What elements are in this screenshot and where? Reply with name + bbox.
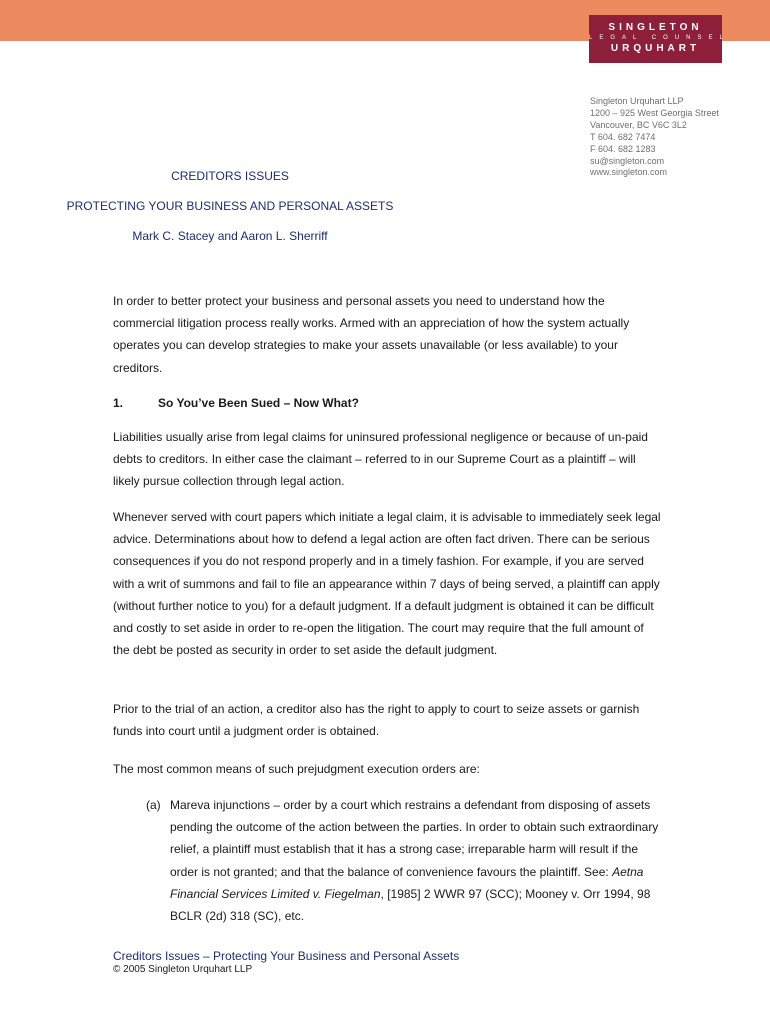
case-citation: Aetna Financial Services Limited v. Fiegelman (170, 864, 644, 901)
logo-line-1: SINGLETON (608, 22, 703, 33)
list-text-before: Mareva injunctions – order by a court which restrains a defendant from disposing of assets pending the outcome of the action between the parties. In order to obtain such extraordinary relief, a plaintiff must establish that it has a strong case; irreparable harm will result if the order is not granted; and that the balance of convenience favours the plaintiff. See: (170, 798, 659, 879)
logo-line-2: LEGAL COUNSEL (589, 35, 730, 41)
address-email: su@singleton.com (590, 155, 665, 166)
section-1-paragraph-1 (113, 426, 663, 493)
list-item-a (146, 794, 666, 927)
section-1-title: So You’ve Been Sued – Now What? (158, 396, 359, 410)
section-1-heading (113, 396, 359, 410)
footer-title: Creditors Issues – Protecting Your Business and Personal Assets (113, 949, 460, 963)
list-marker: (a) (146, 798, 161, 812)
document-title: CREDITORS ISSUES (171, 169, 289, 183)
address-city: Vancouver, BC V6C 3L2 (590, 119, 687, 130)
address-website: www.singleton.com (590, 167, 668, 178)
list-text-after: , [1985] 2 WWR 97 (SCC); Mooney v. Orr 1994, 98 BCLR (2d) 318 (SC), etc. (170, 886, 651, 924)
intro-paragraph (113, 290, 663, 379)
paragraph-text: Whenever served with court papers which initiate a legal claim, it is advisable to immediately seek legal advice. Determinations about how to defend a legal action are often fact driven. There can be serious consequences if you do not respond properly and in a timely fashion. For example, if you are served with a writ of summons and fail to file an appearance within 7 days of being served, a plaintiff can apply (without further notice to you) for a default judgment. If a default judgment is obtained it can be difficult and costly to set aside in order to re-open the litigation. The court may require that the full amount of the debt be posted as security in order to set aside the default judgment. (113, 510, 661, 658)
intro-text: In order to better protect your business and personal assets you need to understand how the commercial litigation process really works. Armed with an appreciation of how the system actually operates you can develop strategies to make your assets unavailable (or less available) to your creditors. (113, 294, 630, 375)
footer-copyright: © 2005 Singleton Urquhart LLP (113, 964, 253, 975)
paragraph-text: Prior to the trial of an action, a creditor also has the right to apply to court to seize assets or garnish funds into court until a judgment order is obtained. (113, 702, 640, 739)
address-firm-name: Singleton Urquhart LLP (590, 96, 684, 106)
address-telephone: T 604. 682 7474 (590, 131, 656, 142)
address-street: 1200 – 925 West Georgia Street (590, 107, 719, 118)
section-1-paragraph-4 (113, 758, 663, 780)
section-1-paragraph-2 (113, 506, 663, 661)
firm-address-block (590, 96, 719, 179)
section-1-paragraph-3 (113, 698, 663, 742)
list-item-content (170, 794, 666, 927)
logo-line-3: URQUHART (610, 43, 701, 54)
singleton-urquhart-logo (589, 15, 730, 63)
address-fax: F 604. 682 1283 (590, 143, 656, 154)
document-authors: Mark C. Stacey and Aaron L. Sherriff (132, 229, 328, 243)
document-subtitle: PROTECTING YOUR BUSINESS AND PERSONAL ASSETS (66, 199, 394, 213)
paragraph-text: Liabilities usually arise from legal claims for uninsured professional negligence or because of un-paid debts to creditors. In either case the claimant – referred to in our Supreme Court as a plaintiff – will likely pursue collection through legal action. (113, 430, 648, 489)
section-1-number: 1. (113, 396, 124, 410)
paragraph-text: The most common means of such prejudgment execution orders are: (113, 762, 480, 776)
